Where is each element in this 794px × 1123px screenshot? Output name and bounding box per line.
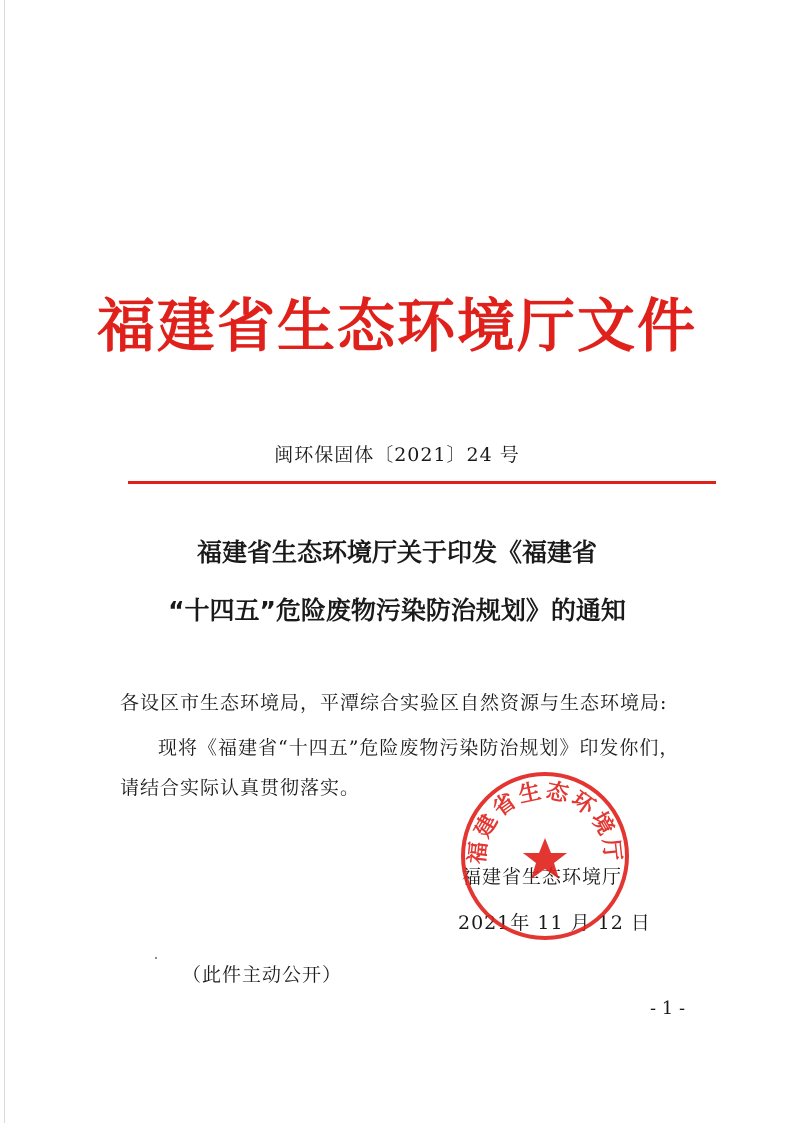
body-paragraph-line-1: 现将《福建省“十四五”危险废物污染防治规划》印发你们， [158,737,680,759]
disclosure-note: （此件主动公开） [182,964,343,986]
official-seal [459,770,631,942]
seal-text: 福建省生态环境厅 [465,778,625,866]
document-title-line-1: 福建省生态环境厅关于印发《福建省 [196,538,597,567]
page-number: - 1 - [650,998,686,1019]
scan-speck [155,957,157,959]
body-paragraph-line-2: 请结合实际认真贯彻落实。 [120,777,361,799]
document-masthead: 福建省生态环境厅文件 [96,292,697,360]
seal-star-icon [523,838,567,879]
document-title-line-2: “十四五”危险废物污染防治规划》的通知 [168,596,626,625]
addressee-line: 各设区市生态环境局，平潭综合实验区自然资源与生态环境局: [120,692,668,714]
issue-date: 2021年 11 月 12 日 [458,912,651,934]
red-divider-line [128,481,716,484]
document-number: 闽环保固体〔2021〕24 号 [274,444,520,466]
sender-name: 福建省生态环境厅 [462,866,623,888]
